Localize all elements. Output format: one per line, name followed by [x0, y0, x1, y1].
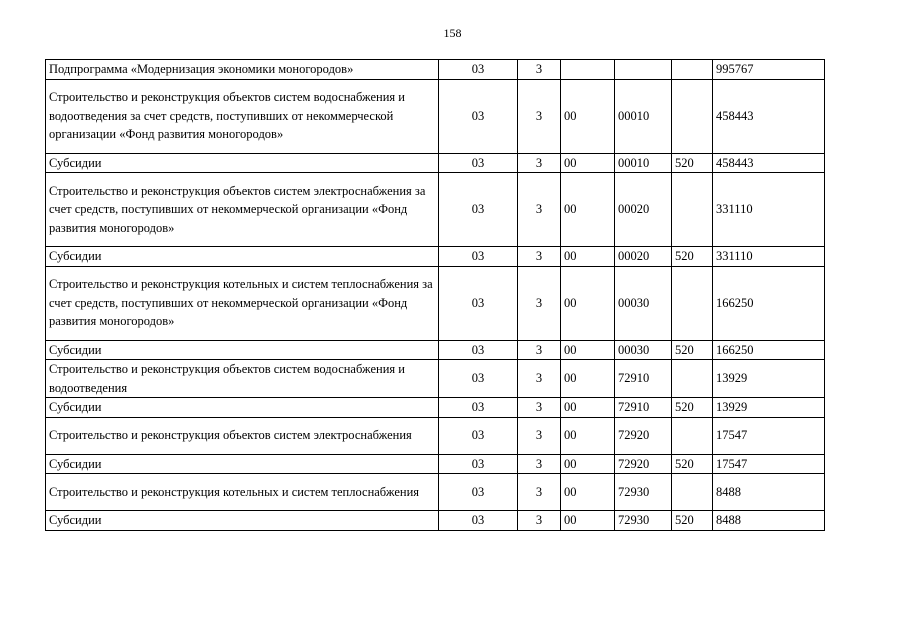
cell-section: 03 — [439, 398, 518, 418]
cell-section: 03 — [439, 173, 518, 247]
cell-name: Субсидии — [46, 398, 439, 418]
table-row — [46, 398, 825, 418]
cell-section: 03 — [439, 340, 518, 360]
cell-program: 3 — [518, 511, 561, 531]
table-row — [46, 511, 825, 531]
cell-direction: 00020 — [615, 247, 672, 267]
cell-sum: 458443 — [713, 79, 825, 153]
table-body — [46, 60, 825, 531]
cell-sum: 13929 — [713, 398, 825, 418]
page-number: 158 — [443, 26, 462, 40]
cell-subprogram: 00 — [561, 474, 615, 511]
cell-expense-type: 520 — [672, 153, 713, 173]
cell-program: 3 — [518, 454, 561, 474]
cell-name: Субсидии — [46, 247, 439, 267]
cell-subprogram: 00 — [561, 417, 615, 454]
table-row — [46, 360, 825, 398]
cell-subprogram: 00 — [561, 398, 615, 418]
table-row — [46, 173, 825, 247]
cell-direction: 72930 — [615, 511, 672, 531]
cell-expense-type — [672, 360, 713, 398]
cell-sum: 331110 — [713, 247, 825, 267]
cell-sum: 995767 — [713, 60, 825, 80]
cell-sum: 166250 — [713, 340, 825, 360]
cell-name: Субсидии — [46, 340, 439, 360]
cell-section: 03 — [439, 79, 518, 153]
cell-direction: 72930 — [615, 474, 672, 511]
cell-name: Строительство и реконструкция объектов систем водоснабжения и водоотведения за счет средств, поступивших от некоммерческой организации «Фонд развития моногородов» — [46, 79, 439, 153]
cell-direction: 72910 — [615, 398, 672, 418]
cell-section: 03 — [439, 417, 518, 454]
cell-subprogram: 00 — [561, 79, 615, 153]
cell-program: 3 — [518, 340, 561, 360]
cell-section: 03 — [439, 511, 518, 531]
cell-expense-type — [672, 79, 713, 153]
cell-name: Субсидии — [46, 153, 439, 173]
cell-name: Подпрограмма «Модернизация экономики моногородов» — [46, 60, 439, 80]
cell-program: 3 — [518, 60, 561, 80]
cell-subprogram: 00 — [561, 266, 615, 340]
cell-direction: 72910 — [615, 360, 672, 398]
cell-section: 03 — [439, 474, 518, 511]
cell-direction — [615, 60, 672, 80]
cell-name: Строительство и реконструкция объектов систем электроснабжения — [46, 417, 439, 454]
cell-subprogram: 00 — [561, 511, 615, 531]
cell-sum: 17547 — [713, 417, 825, 454]
cell-sum: 166250 — [713, 266, 825, 340]
cell-subprogram: 00 — [561, 247, 615, 267]
cell-name: Субсидии — [46, 454, 439, 474]
cell-direction: 00020 — [615, 173, 672, 247]
cell-program: 3 — [518, 266, 561, 340]
cell-program: 3 — [518, 398, 561, 418]
cell-program: 3 — [518, 417, 561, 454]
cell-section: 03 — [439, 266, 518, 340]
cell-expense-type: 520 — [672, 247, 713, 267]
table-row — [46, 79, 825, 153]
cell-sum: 17547 — [713, 454, 825, 474]
cell-program: 3 — [518, 360, 561, 398]
cell-subprogram: 00 — [561, 454, 615, 474]
cell-expense-type — [672, 266, 713, 340]
budget-table — [45, 59, 825, 531]
cell-subprogram: 00 — [561, 340, 615, 360]
cell-sum: 8488 — [713, 474, 825, 511]
table-row — [46, 153, 825, 173]
cell-sum: 8488 — [713, 511, 825, 531]
cell-name: Строительство и реконструкция котельных и систем теплоснабжения за счет средств, поступивших от некоммерческой организации «Фонд развития моногородов» — [46, 266, 439, 340]
cell-direction: 00030 — [615, 266, 672, 340]
cell-direction: 00010 — [615, 153, 672, 173]
cell-subprogram — [561, 60, 615, 80]
cell-expense-type: 520 — [672, 511, 713, 531]
cell-sum: 458443 — [713, 153, 825, 173]
table-row — [46, 60, 825, 80]
cell-name: Субсидии — [46, 511, 439, 531]
cell-section: 03 — [439, 153, 518, 173]
cell-expense-type: 520 — [672, 340, 713, 360]
cell-section: 03 — [439, 360, 518, 398]
table-row — [46, 266, 825, 340]
cell-program: 3 — [518, 153, 561, 173]
cell-section: 03 — [439, 454, 518, 474]
table-row — [46, 340, 825, 360]
cell-direction: 00030 — [615, 340, 672, 360]
table-row — [46, 417, 825, 454]
cell-expense-type — [672, 474, 713, 511]
cell-sum: 331110 — [713, 173, 825, 247]
cell-direction: 72920 — [615, 417, 672, 454]
cell-subprogram: 00 — [561, 173, 615, 247]
cell-expense-type — [672, 60, 713, 80]
cell-name: Строительство и реконструкция котельных и систем теплоснабжения — [46, 474, 439, 511]
cell-program: 3 — [518, 474, 561, 511]
cell-name: Строительство и реконструкция объектов систем электроснабжения за счет средств, поступивших от некоммерческой организации «Фонд развития моногородов» — [46, 173, 439, 247]
cell-subprogram: 00 — [561, 153, 615, 173]
cell-section: 03 — [439, 247, 518, 267]
cell-program: 3 — [518, 79, 561, 153]
cell-subprogram: 00 — [561, 360, 615, 398]
cell-program: 3 — [518, 247, 561, 267]
cell-direction: 72920 — [615, 454, 672, 474]
table-row — [46, 454, 825, 474]
cell-expense-type — [672, 173, 713, 247]
cell-expense-type — [672, 417, 713, 454]
cell-program: 3 — [518, 173, 561, 247]
cell-section: 03 — [439, 60, 518, 80]
cell-expense-type: 520 — [672, 454, 713, 474]
table-row — [46, 247, 825, 267]
table-row — [46, 474, 825, 511]
cell-expense-type: 520 — [672, 398, 713, 418]
cell-direction: 00010 — [615, 79, 672, 153]
cell-name: Строительство и реконструкция объектов систем водоснабжения и водоотведения — [46, 360, 439, 398]
cell-sum: 13929 — [713, 360, 825, 398]
